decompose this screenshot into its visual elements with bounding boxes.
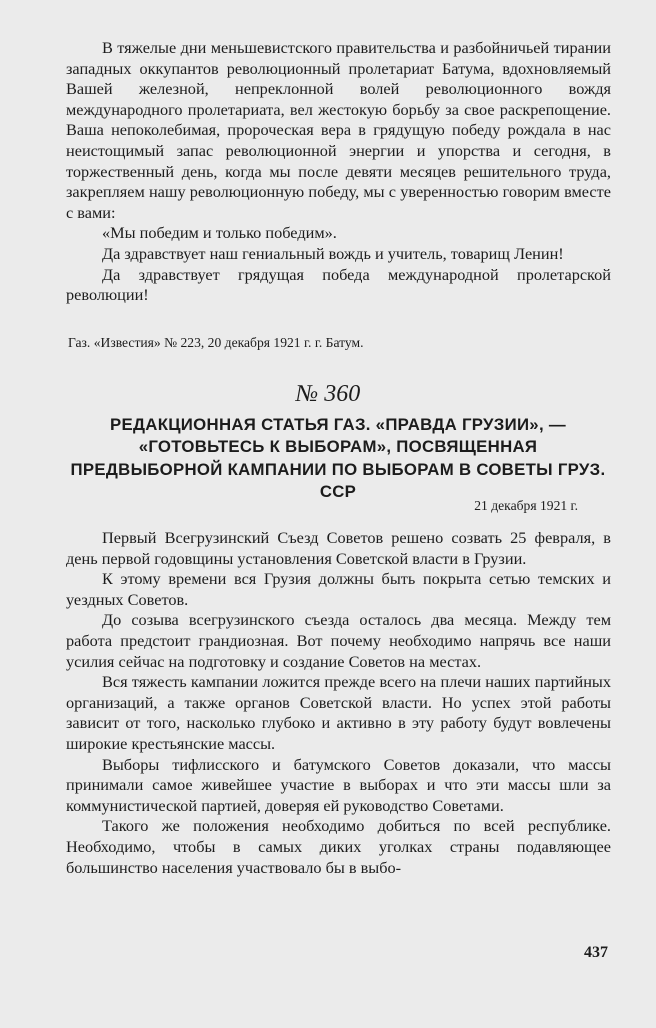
article-paragraph: До созыва всегрузинского съезда осталось два месяца. Между тем работа предстоит грандиозная. Вот почему необходимо напрячь все наши усилия сейчас на подготовку и создание Советов на местах. bbox=[66, 610, 611, 671]
letter-paragraph: «Мы победим и только победим». bbox=[102, 223, 337, 243]
letter-paragraph: Да здравствует грядущая победа международной пролетарской революции! bbox=[66, 264, 611, 305]
document-title: РЕДАКЦИОННАЯ СТАТЬЯ ГАЗ. «ПРАВДА ГРУЗИИ», — «ГОТОВЬТЕСЬ К ВЫБОРАМ», ПОСВЯЩЕННАЯ ПРЕДВЫБОРНОЙ КАМПАНИИ ПО ВЫБОРАМ В СОВЕТЫ ГРУЗ. ССР bbox=[70, 415, 606, 502]
article-paragraph: Выборы тифлисского и батумского Советов доказали, что массы принимали самое живейшее участие в выборах и что эти массы шли за коммунистической партией, доверяя ей руководство Советами. bbox=[66, 754, 611, 815]
article-paragraph: Вся тяжесть кампании ложится прежде всего на плечи наших партийных организаций, а также органов Советской власти. Но успех этой работы зависит от того, насколько глубоко и активно в эту работу будут вовлечены широкие крестьянские массы. bbox=[66, 672, 611, 753]
page-number: 437 bbox=[584, 944, 608, 961]
article-paragraph: К этому времени вся Грузия должны быть покрыта сетью темских и уездных Советов. bbox=[66, 569, 611, 609]
article-text bbox=[66, 528, 611, 878]
letter-paragraph: В тяжелые дни меньшевистского правительства и разбойничьей тирании западных оккупантов революционный пролетариат Батума, вдохновляемый Вашей железной, непреклонной волей революционного вождя международного пролетариата, вел жестокую борьбу за свое раскрепощение. Ваша непоколебимая, пророческая вера в грядущую победу рождала в нас неистощимый запас революционной энергии и упорства и сегодня, в торжественный день, когда мы после девяти месяцев решительного труда, закрепляем нашу революционную победу, мы с уверенностью говорим вместе с вами: bbox=[66, 38, 611, 222]
article-paragraph: Первый Всегрузинский Съезд Советов решено созвать 25 февраля, в день первой годовщины установления Советской власти в Грузии. bbox=[66, 528, 611, 568]
letter-paragraph: Да здравствует наш гениальный вождь и учитель, товарищ Ленин! bbox=[102, 243, 564, 263]
document-date: 21 декабря 1921 г. bbox=[474, 498, 578, 513]
letter-text bbox=[66, 38, 611, 306]
letter-source-citation: Газ. «Известия» № 223, 20 декабря 1921 г. г. Батум. bbox=[68, 335, 364, 350]
article-paragraph: Такого же положения необходимо добиться по всей республике. Необходимо, чтобы в самых диких уголках страны подавляющее большинство населения участвовало бы в выбо- bbox=[66, 816, 611, 877]
document-number: № 360 bbox=[295, 381, 361, 407]
